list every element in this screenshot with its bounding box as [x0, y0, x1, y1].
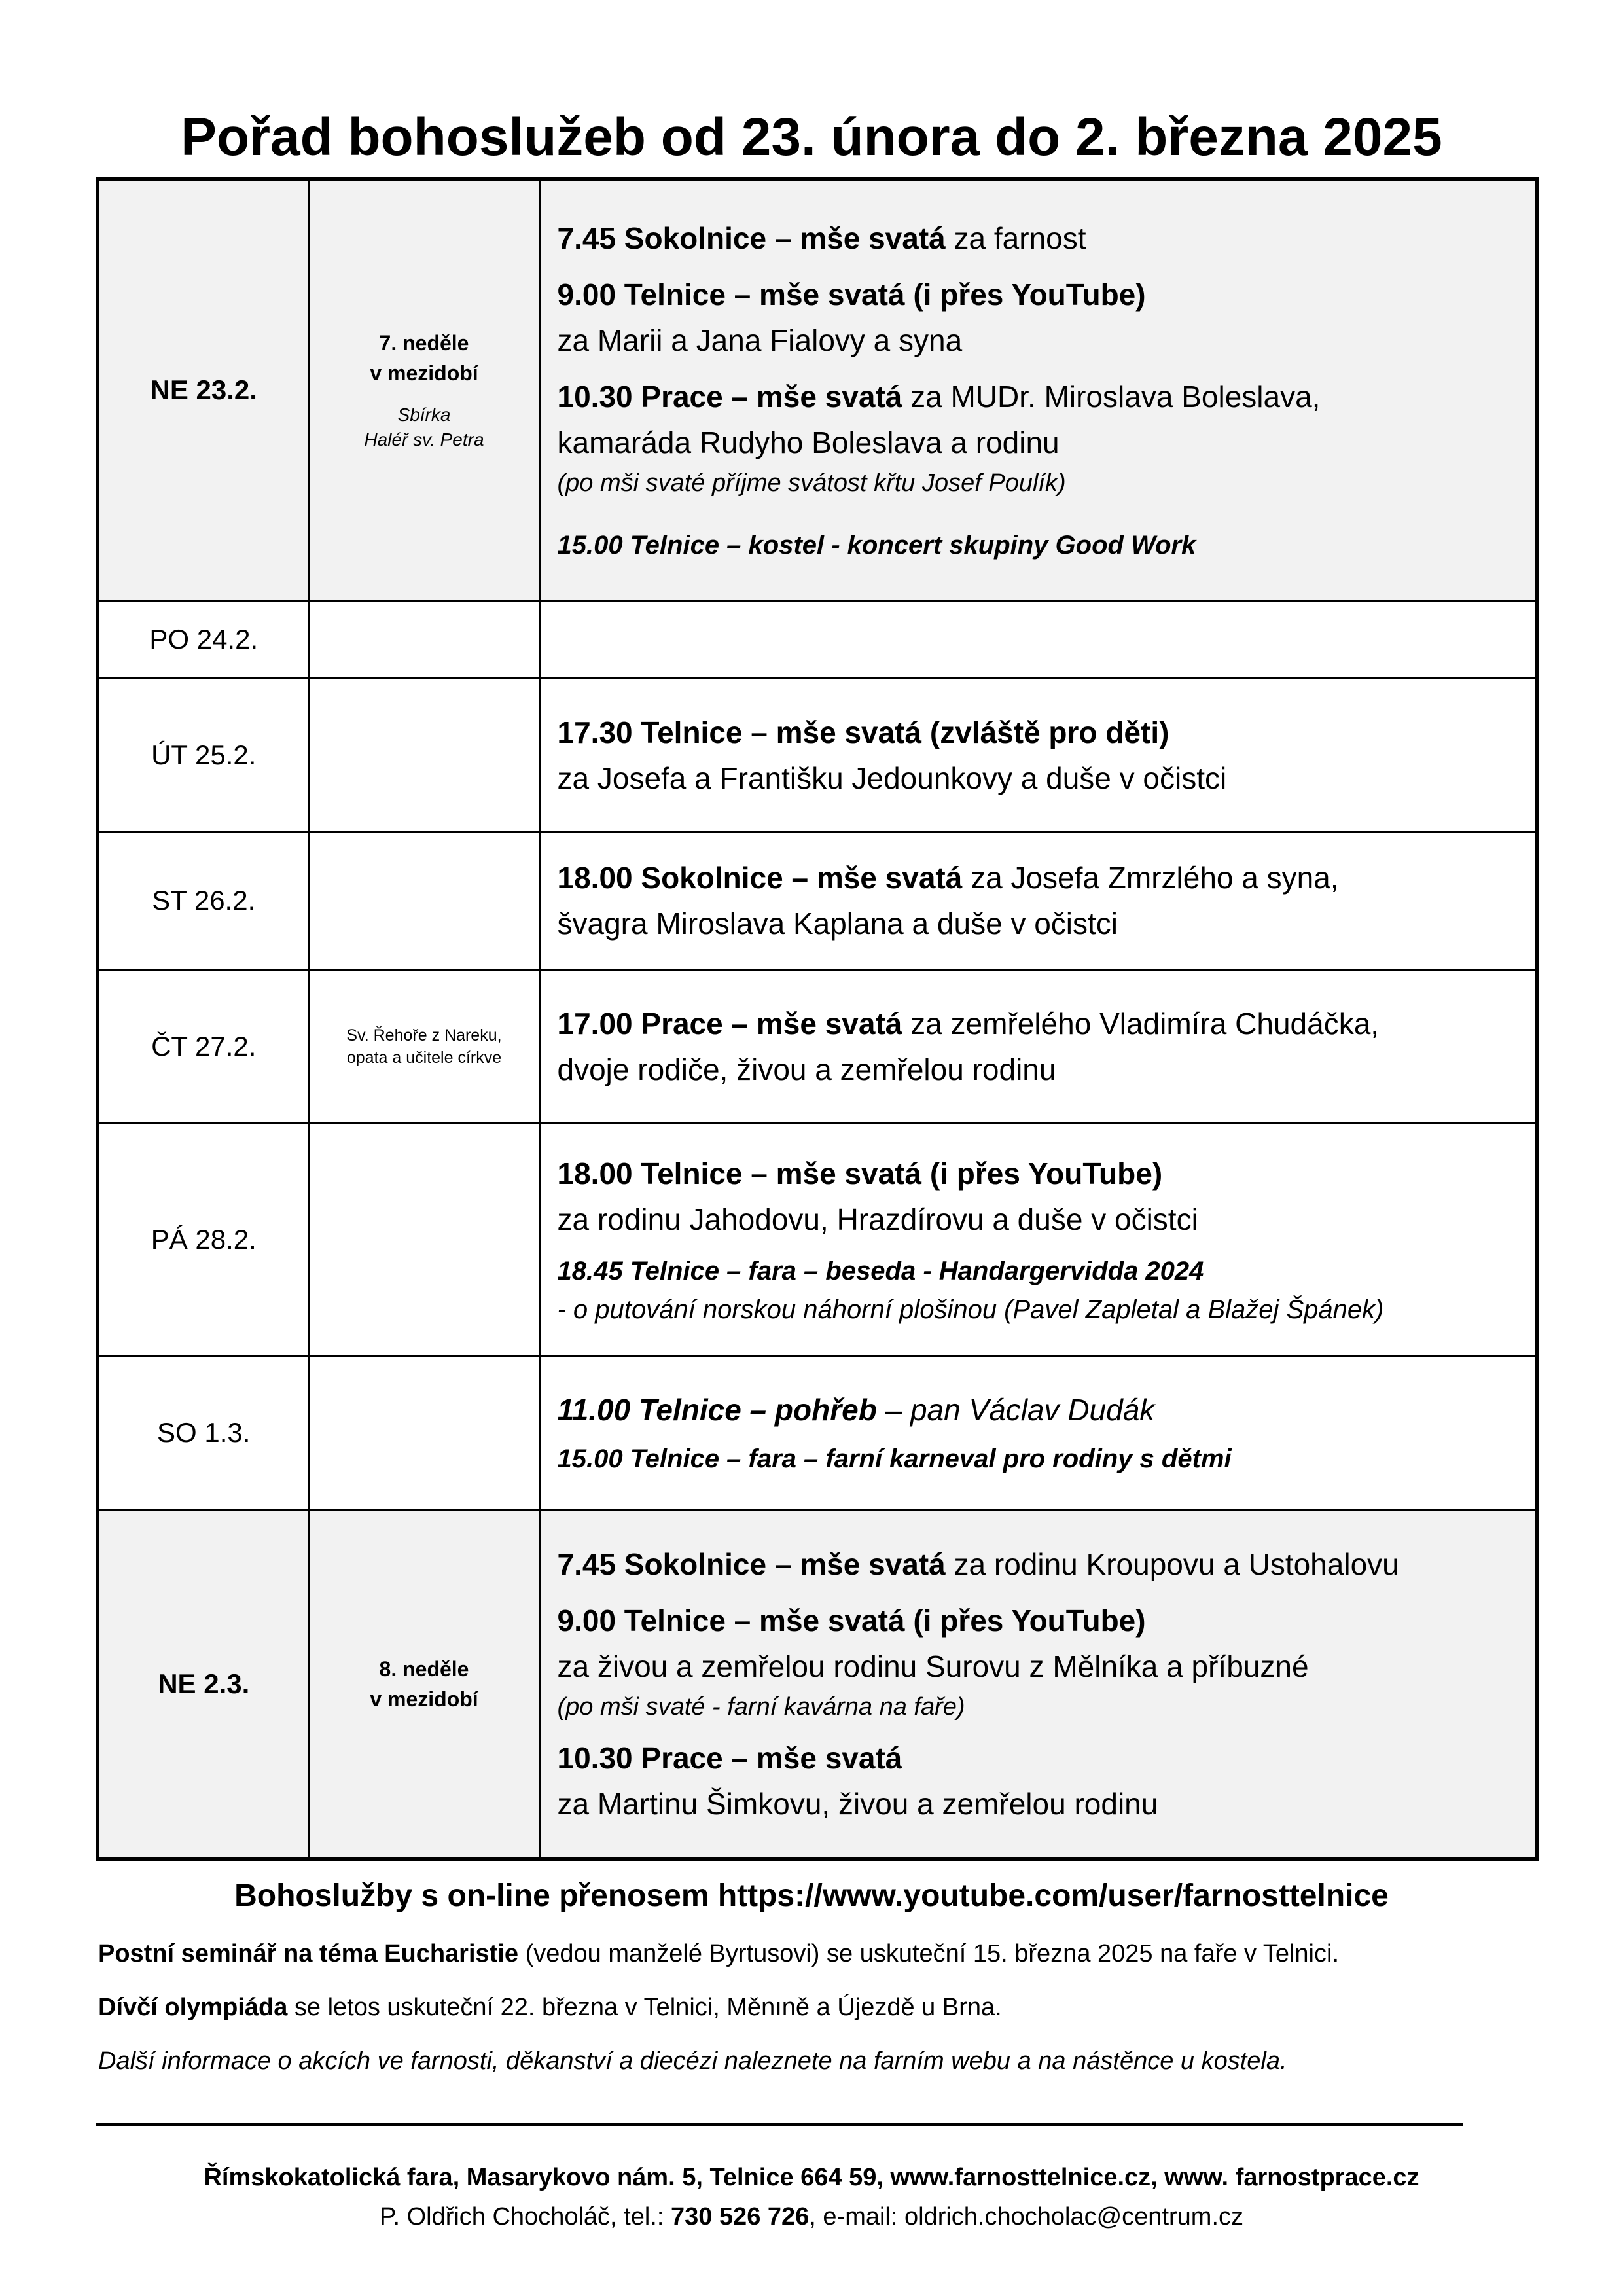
notice-seminar	[98, 1936, 1571, 1971]
table-row	[98, 832, 1537, 969]
feast-cell	[309, 1509, 539, 1859]
schedule-table	[96, 177, 1539, 1861]
table-row	[98, 969, 1537, 1123]
feast-cell	[309, 969, 539, 1123]
feast-name: opata a učitele církve	[346, 1048, 502, 1067]
event-time: 18.00 Sokolnice – mše svatá	[557, 861, 963, 895]
event-intention: za zemřelého Vladimíra Chudáčka,	[902, 1006, 1380, 1041]
feast-cell	[309, 1123, 539, 1355]
footer-divider	[96, 2123, 1463, 2126]
event-note: (po mši svaté příjme svátost křtu Josef Poulík)	[557, 469, 1066, 497]
page-title: Pořad bohoslužeb od 23. února do 2. března 2025	[181, 107, 1442, 167]
collection-note: Sbírka	[397, 404, 451, 425]
event	[558, 1387, 1519, 1433]
event-intention: za MUDr. Miroslava Boleslava,	[902, 380, 1321, 414]
event-time: 7.45 Sokolnice – mše svatá	[557, 1547, 946, 1581]
table-row	[98, 601, 1537, 678]
notice-text: (vedou manželé Byrtusovi) se uskuteční 15. března 2025 na faře v Telnici.	[518, 1940, 1339, 1967]
events-cell	[539, 832, 1537, 969]
event-time: 9.00 Telnice – mše svatá (i přes YouTube)	[557, 278, 1146, 312]
event-time: 10.30 Prace – mše svatá	[557, 380, 902, 414]
event	[558, 1001, 1519, 1092]
event-time: 11.00 Telnice – pohřeb	[557, 1392, 877, 1427]
table-row	[98, 1509, 1537, 1859]
notice-more-info: Další informace o akcích ve farnosti, děkanství a diecézi naleznete na farním webu a na nástěnce u kostela.	[98, 2047, 1287, 2075]
notice-olympiad	[98, 1990, 1571, 2025]
event	[558, 855, 1519, 946]
events-cell	[539, 1509, 1537, 1859]
event-intention: za živou a zemřelou rodinu Surovu z Mělníka a příbuzné	[557, 1649, 1309, 1683]
event-time: 9.00 Telnice – mše svatá (i přes YouTube)	[557, 1603, 1146, 1638]
online-broadcast-note: Bohoslužby s on-line přenosem https://www.youtube.com/user/farnosttelnice	[234, 1878, 1389, 1913]
events-cell	[539, 1123, 1537, 1355]
feast-name: v mezidobí	[370, 1687, 478, 1711]
day-cell: SO 1.3.	[98, 1355, 309, 1509]
events-cell	[539, 969, 1537, 1123]
feast-cell	[309, 832, 539, 969]
event-intention: za rodinu Jahodovu, Hrazdírovu a duše v očistci	[557, 1202, 1198, 1236]
event-time: 18.00 Telnice – mše svatá (i přes YouTube)	[557, 1156, 1163, 1191]
events-cell	[539, 601, 1537, 678]
event-special: 15.00 Telnice – kostel - koncert skupiny Good Work	[557, 531, 1196, 560]
event-intention: za Josefa Zmrzlého a syna,	[962, 861, 1339, 895]
event-note: - o putování norskou náhorní plošinou (Pavel Zapletal a Blažej Špánek)	[557, 1295, 1384, 1324]
notice-text: se letos uskuteční 22. března v Telnici, Měnıně a Újezdě u Brna.	[287, 1994, 1002, 2021]
day-cell: ÚT 25.2.	[98, 678, 309, 832]
event-intention: za rodinu Kroupovu a Ustohalovu	[945, 1547, 1399, 1581]
event-intention: dvoje rodiče, živou a zemřelou rodinu	[557, 1052, 1056, 1086]
notice-title: Dívčí olympiáda	[98, 1994, 288, 2021]
event	[558, 374, 1519, 501]
contact-priest: P. Oldřich Chocholáč, tel.:	[380, 2203, 671, 2231]
event	[558, 215, 1519, 261]
notice-title: Postní seminář na téma Eucharistie	[98, 1940, 519, 1967]
event-time: 17.00 Prace – mše svatá	[557, 1006, 902, 1041]
event-time: 10.30 Prace – mše svatá	[557, 1740, 902, 1775]
event-intention: švagra Miroslava Kaplana a duše v očistci	[557, 906, 1118, 941]
event-intention: za farnost	[945, 221, 1086, 256]
event-special: 15.00 Telnice – fara – farní karneval pro rodiny s dětmi	[557, 1444, 1232, 1473]
event-intention: – pan Václav Dudák	[876, 1392, 1155, 1427]
contact-email: , e-mail: oldrich.chocholac@centrum.cz	[809, 2203, 1243, 2231]
event-special: 18.45 Telnice – fara – beseda - Handargervidda 2024	[557, 1256, 1204, 1285]
feast-cell	[309, 179, 539, 601]
day-cell: ST 26.2.	[98, 832, 309, 969]
event-time: 7.45 Sokolnice – mše svatá	[557, 221, 946, 256]
event-intention: kamaráda Rudyho Boleslava a rodinu	[557, 425, 1060, 460]
table-row	[98, 1355, 1537, 1509]
day-cell: NE 23.2.	[98, 179, 309, 601]
table-row	[98, 179, 1537, 601]
events-cell	[539, 1355, 1537, 1509]
event	[558, 709, 1519, 801]
event	[558, 1735, 1519, 1827]
parish-contact	[0, 2199, 1623, 2234]
feast-cell	[309, 601, 539, 678]
event	[558, 1598, 1519, 1725]
contact-phone: 730 526 726	[670, 2203, 810, 2231]
day-cell: NE 2.3.	[98, 1509, 309, 1859]
event-intention: za Josefa a Františku Jedounkovy a duše v očistci	[557, 761, 1227, 795]
feast-name: 7. neděle	[379, 331, 469, 355]
feast-cell	[309, 678, 539, 832]
event	[558, 1541, 1519, 1587]
table-row	[98, 1123, 1537, 1355]
event-intention: za Marii a Jana Fialovy a syna	[557, 323, 963, 358]
feast-name: v mezidobí	[370, 361, 478, 386]
event-intention: za Martinu Šimkovu, živou a zemřelou rodinu	[557, 1786, 1158, 1821]
events-cell	[539, 179, 1537, 601]
event-note: (po mši svaté - farní kavárna na faře)	[557, 1693, 965, 1721]
parish-address: Římskokatolická fara, Masarykovo nám. 5, Telnice 664 59, www.farnosttelnice.cz, www. farnostprace.cz	[204, 2164, 1419, 2191]
event-time: 17.30 Telnice – mše svatá (zvláště pro děti)	[557, 715, 1169, 749]
event	[558, 272, 1519, 363]
day-cell: PÁ 28.2.	[98, 1123, 309, 1355]
feast-name: 8. neděle	[379, 1657, 469, 1681]
feast-cell	[309, 1355, 539, 1509]
table-row	[98, 678, 1537, 832]
events-cell	[539, 678, 1537, 832]
collection-note: Haléř sv. Petra	[364, 429, 484, 450]
day-cell: ČT 27.2.	[98, 969, 309, 1123]
feast-name: Sv. Řehoře z Nareku,	[346, 1026, 502, 1045]
event	[558, 1151, 1519, 1242]
day-cell: PO 24.2.	[98, 601, 309, 678]
